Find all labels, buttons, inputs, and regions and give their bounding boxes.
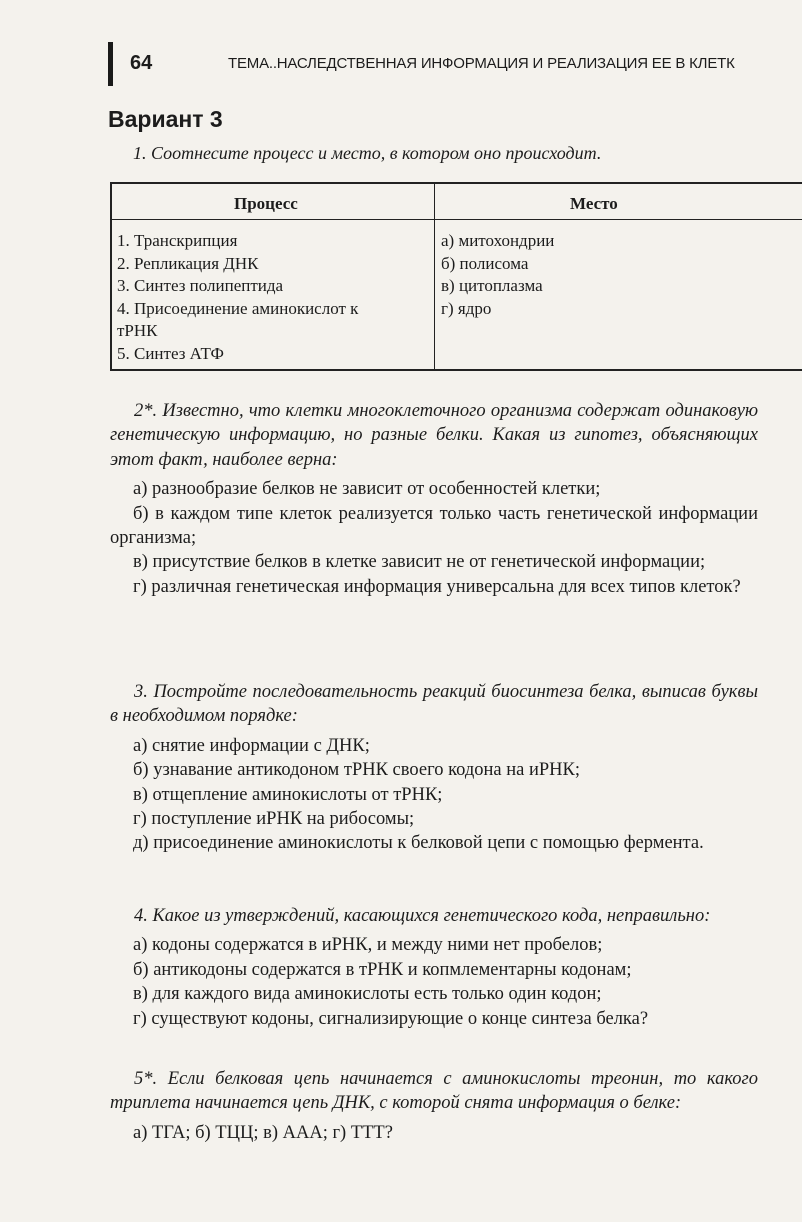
task3: [110, 680, 758, 856]
column-header-process: Процесс: [234, 194, 298, 213]
task2-option: а) разнообразие белков не зависит от особенностей клетки;: [133, 479, 601, 500]
table-bottom-rule: [110, 369, 802, 371]
task5-question: 5*. Если белковая цепь начинается с аминокислоты треонин, то какого триплета начинается цепь ДНК, с которой снята информация о белке:: [110, 1069, 758, 1114]
table-column-divider: [434, 182, 435, 370]
task3-option: д) присоединение аминокислоты к белковой цепи с помощью фермента.: [133, 833, 704, 854]
task2-question: 2*. Известно, что клетки многоклеточного организма содержат одинаковую генетическую информацию, но разные белки. Какая из гипотез, объясняющих этот факт, наиболее верна:: [110, 401, 758, 470]
process-item: 1. Транскрипция: [117, 231, 238, 250]
page-number: 64: [130, 52, 153, 74]
process-item: 3. Синтез полипептида: [117, 276, 284, 295]
place-item: г) ядро: [441, 298, 492, 318]
place-item: а) митохондрии: [441, 231, 555, 250]
process-item: 4. Присоединение аминокислот к: [117, 298, 359, 318]
task3-option: г) поступление иРНК на рибосомы;: [133, 809, 415, 830]
task2-option: г) различная генетическая информация универсальна для всех типов клеток?: [133, 576, 741, 597]
process-item: 2. Репликация ДНК: [117, 253, 259, 273]
column-header-place: Место: [570, 194, 618, 213]
match-table: [110, 182, 802, 370]
place-item: б) полисома: [441, 253, 529, 273]
task3-question: 3. Постройте последовательность реакций биосинтеза белка, выписав буквы в необходимом порядке:: [110, 682, 758, 727]
task4: [110, 904, 758, 1031]
table-top-rule: [110, 182, 802, 184]
task2-option: б) в каждом типе клеток реализуется только часть генетической информации организма;: [110, 503, 758, 549]
place-item: в) цитоплазма: [441, 276, 543, 295]
process-list: [117, 230, 358, 365]
header-rule: [108, 42, 113, 86]
running-title: ТЕМА..НАСЛЕДСТВЕННАЯ ИНФОРМАЦИЯ И РЕАЛИЗАЦИЯ ЕЕ В КЛЕТК: [228, 55, 735, 72]
task4-option: б) антикодоны содержатся в тРНК и копмлементарны кодонам;: [133, 959, 632, 980]
task4-option: а) кодоны содержатся в иРНК, и между ними нет пробелов;: [133, 935, 603, 956]
task2: [110, 399, 758, 599]
task4-option: в) для каждого вида аминокислоты есть только один кодон;: [133, 984, 602, 1005]
place-list: [441, 230, 554, 320]
table-header-rule: [110, 219, 802, 220]
task3-option: а) снятие информации с ДНК;: [133, 735, 370, 756]
task3-option: б) узнавание антикодоном тРНК своего кодона на иРНК;: [133, 760, 580, 781]
variant-heading: Вариант 3: [108, 106, 223, 132]
task5: [110, 1067, 758, 1145]
task5-options: а) ТГА; б) ТЦЦ; в) ААА; г) ТТТ?: [133, 1122, 393, 1143]
page-header: [108, 42, 802, 86]
task4-question: 4. Какое из утверждений, касающихся генетического кода, неправильно:: [134, 906, 711, 926]
task1-title: 1. Соотнесите процесс и место, в котором оно происходит.: [133, 143, 602, 163]
task2-option: в) присутствие белков в клетке зависит не от генетической информации;: [133, 552, 706, 573]
task3-option: в) отщепление аминокислоты от тРНК;: [133, 784, 443, 805]
process-item: 5. Синтез АТФ: [117, 343, 224, 363]
table-left-rule: [110, 182, 112, 370]
process-item: тРНК: [117, 321, 158, 340]
task4-option: г) существуют кодоны, сигнализирующие о конце синтеза белка?: [133, 1008, 649, 1029]
